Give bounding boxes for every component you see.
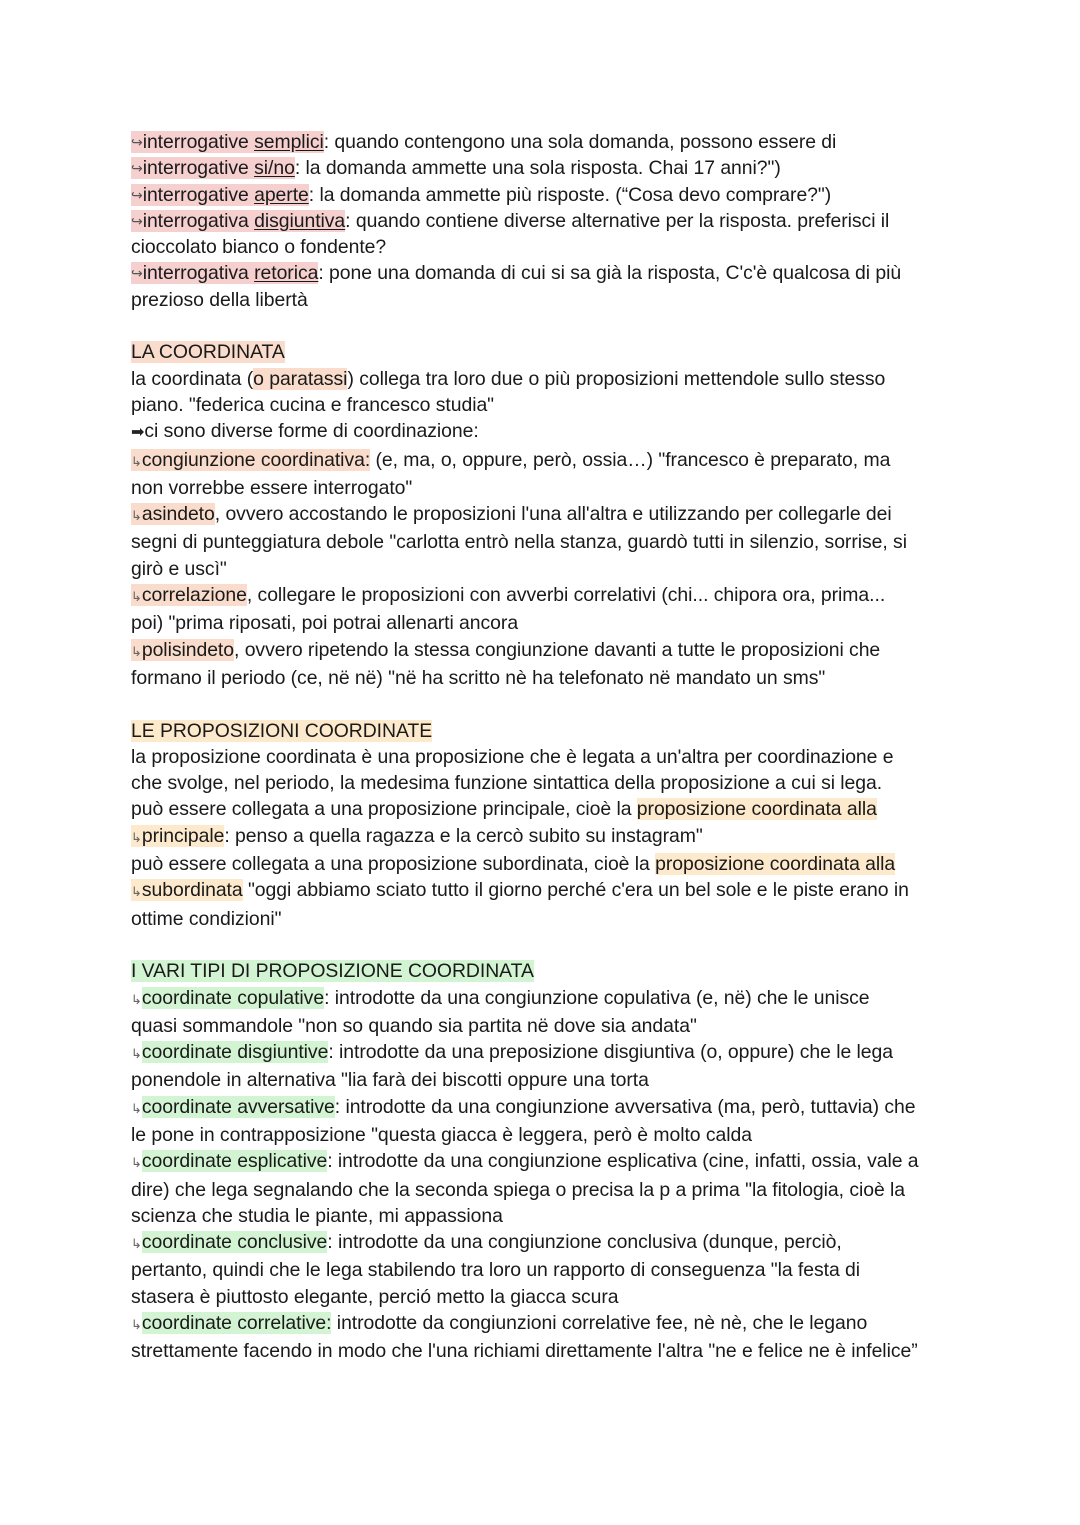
section-tipi-coordinata [131,958,961,1364]
list-item-continuation: stasera è piuttosto elegante, perció metto la giacca scura [131,1285,619,1308]
down-right-arrow-icon: ↳ [131,884,142,900]
list-item: ↳coordinate disgiuntive: introdotte da una preposizione disgiuntiva (o, oppure) che le lega [131,1039,961,1067]
paragraph-line: ↳principale: penso a quella ragazza e la cercò subito su instagram" [131,823,961,851]
paragraph-line: può essere collegata a una proposizione subordinata, cioè la proposizione coordinata alla [131,853,896,876]
spacer [131,932,961,958]
section-coordinata [131,339,961,691]
list-item: ↳asindeto, ovvero accostando le proposizioni l'una all'altra e utilizzando per collegarle dei [131,501,961,529]
list-item-continuation: le pone in contrapposizione "questa giacca è leggera, però è molto calda [131,1123,752,1146]
list-item-continuation: prezioso della libertà [131,288,308,311]
hook-arrow-icon: ↪ [131,265,143,282]
down-right-arrow-icon: ↳ [131,508,142,524]
down-right-arrow-icon: ↳ [131,1317,142,1333]
hook-arrow-icon: ↪ [131,160,143,177]
list-item: ↪interrogative si/no: la domanda ammette una sola risposta. Chai 17 anni?") [131,155,961,181]
list-item-continuation: cioccolato bianco o fondente? [131,236,387,259]
list-item: ↳coordinate avversative: introdotte da una congiunzione avversativa (ma, però, tuttavia) che [131,1094,961,1122]
hook-arrow-icon: ↪ [131,186,143,203]
section-heading: LA COORDINATA [131,341,285,364]
list-item: ↪interrogativa retorica: pone una domanda di cui si sa già la risposta, C'c'è qualcosa di più [131,260,961,286]
list-item-continuation: strettamente facendo in modo che l'una richiami direttamente l'altra "ne e felice ne è infelice” [131,1340,918,1363]
paragraph-line: ↳subordinata "oggi abbiamo sciato tutto il giorno perché c'era un bel sole e le piste erano in [131,877,961,905]
list-item-continuation: segni di punteggiatura debole "carlotta entrò nella stanza, guardò tutti in silenzio, sorrise, si [131,531,907,554]
down-right-arrow-icon: ↳ [131,1100,142,1116]
list-item: ↪interrogative semplici: quando contengono una sola domanda, possono essere di [131,129,961,155]
down-right-arrow-icon: ↳ [131,1155,142,1171]
down-right-arrow-icon: ↳ [131,589,142,605]
paragraph-line: la proposizione coordinata è una proposizione che è legata a un'altra per coordinazione e [131,745,894,768]
section-heading: I VARI TIPI DI PROPOSIZIONE COORDINATA [131,960,534,983]
list-item: ↳coordinate conclusive: introdotte da una congiunzione conclusiva (dunque, perciò, [131,1229,961,1257]
hook-arrow-icon: ↪ [131,212,143,229]
arrow-right-icon: ➡ [131,424,145,442]
down-right-arrow-icon: ↳ [131,991,142,1007]
down-right-arrow-icon: ↳ [131,1046,142,1062]
list-item-continuation: pertanto, quindi che le lega stabilendo tra loro un rapporto di conseguenza "la festa di [131,1259,861,1282]
hook-arrow-icon: ↪ [131,134,143,150]
list-item-continuation: scienza che studia le piante, mi appassiona [131,1204,503,1227]
interrogative-list [131,129,961,313]
list-item-continuation: quasi sommandole "non so quando sia partita në dove sia andata" [131,1014,697,1037]
paragraph-line: piano. "federica cucina e francesco studia" [131,393,495,416]
paragraph-line: può essere collegata a una proposizione principale, cioè la proposizione coordinata alla [131,798,877,821]
list-item-continuation: formano il periodo (ce, në në) "në ha scritto nè ha telefonato në mandato un sms" [131,666,826,689]
spacer [131,691,961,717]
down-right-arrow-icon: ↳ [131,453,142,469]
paragraph-line: ➡ci sono diverse forme di coordinazione: [131,418,961,446]
list-item: ↳correlazione, collegare le proposizioni con avverbi correlativi (chi... chipora ora, prima... [131,582,961,610]
section-heading: LE PROPOSIZIONI COORDINATE [131,719,433,742]
list-item: ↳coordinate copulative: introdotte da una congiunzione copulativa (e, në) che le unisce [131,985,961,1013]
spacer [131,313,961,339]
list-item: ↳coordinate esplicative: introdotte da una congiunzione esplicativa (cine, infatti, ossia, vale a [131,1148,961,1176]
list-item: ↳polisindeto, ovvero ripetendo la stessa congiunzione davanti a tutte le proposizioni che [131,637,961,665]
list-item-continuation: poi) "prima riposati, poi potrai allenarti ancora [131,612,519,635]
list-item: ↳congiunzione coordinativa: (e, ma, o, oppure, però, ossia…) "francesco è preparato, ma [131,447,961,475]
list-item: ↪interrogativa disgiuntiva: quando contiene diverse alternative per la risposta. preferisci il [131,208,961,234]
document-page [131,129,961,1365]
list-item-continuation: dire) che lega segnalando che la seconda spiega o precisa la p a prima "la fitologia, cioè la [131,1178,906,1201]
list-item-continuation: non vorrebbe essere interrogato" [131,476,413,499]
paragraph-line: ottime condizioni" [131,907,282,930]
list-item-continuation: girò e uscì" [131,557,227,580]
down-right-arrow-icon: ↳ [131,643,142,659]
paragraph-line: la coordinata (o paratassi) collega tra loro due o più proposizioni mettendole sullo stesso [131,367,886,390]
list-item-continuation: ponendole in alternativa "lia farà dei biscotti oppure una torta [131,1069,649,1092]
down-right-arrow-icon: ↳ [131,829,142,845]
section-proposizioni-coordinate [131,718,961,932]
paragraph-line: che svolge, nel periodo, la medesima funzione sintattica della proposizione a cui si lega. [131,772,883,795]
list-item: ↪interrogative aperte: la domanda ammette più risposte. (“Cosa devo comprare?") [131,182,961,208]
down-right-arrow-icon: ↳ [131,1236,142,1252]
list-item: ↳coordinate correlative: introdotte da congiunzioni correlative fee, nè nè, che le legano [131,1310,961,1338]
